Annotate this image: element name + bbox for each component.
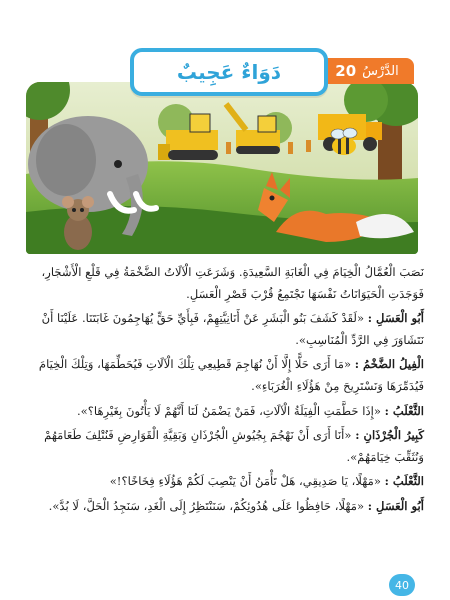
paragraph-text: «مَهْلًا، حَافِظُوا عَلَى هُدُوئِكُمْ، سَنَنْتَظِرُ إِلَى الْغَدِ، سَنَجِدُ الْحَلَّ، لَا بُدَّ». — [48, 498, 365, 513]
speaker-name: أَبُو الْعَسَلِ : — [367, 311, 424, 326]
paragraph-text: نَصَبَ الْعُمَّالُ الْخِيَامَ فِي الْغَابَةِ السَّعِيدَةِ. وَشَرَعَتِ الْآلَاتُ الضَّخْمَةُ فِي قَلْعِ الْأَشْجَارِ، فَوَجَدَتِ الْحَيَوَانَاتُ نَفْسَهَا تَجْتَمِعُ قُرْبَ قَصْرِ الْعَسَلِ. — [41, 265, 424, 301]
title-box — [130, 48, 328, 96]
lesson-title: دَوَاءٌ عَجِيبٌ — [176, 60, 282, 84]
mouse-character — [62, 196, 94, 250]
speaker-name: كَبِيرُ الْجُرْذَانِ : — [355, 428, 424, 443]
speaker-name: الثَّعْلَبُ : — [384, 403, 424, 418]
speaker-name: الثَّعْلَبُ : — [384, 474, 424, 489]
paragraph — [22, 471, 424, 493]
paragraph — [22, 496, 424, 518]
paragraph — [22, 308, 424, 351]
lesson-label: الدَّرْسُ — [362, 63, 399, 79]
story-illustration — [26, 82, 418, 254]
paragraph — [22, 425, 424, 468]
story-text — [22, 262, 424, 521]
paragraph-text: «لَقَدْ كَشَفَ بَنُو الْبَشَرِ عَنْ أَنَانِيَّتِهِمْ، فَبِأَيِّ حَقٍّ يُهَاجِمُونَ غَابَتَنَا. عَلَيْنَا أَنْ نَتَشَاوَرَ فِي الرَّدِّ الْمُنَاسِبِ». — [41, 311, 424, 347]
paragraph-text: «مَا أَرَى حَلًّا إِلَّا أَنْ نُهَاجِمَ قَطِيعِي تِلْكَ الْآلَاتِ فَيُحَطِّمَهَا، وَتِلْكَ الْخِيَامَ فَيُدَمِّرَهَا وَنَسْتَرِيحَ مِنْ هَؤُلَاءِ الْغُرَبَاءِ». — [38, 357, 424, 393]
page-number-badge: 40 — [389, 574, 415, 596]
paragraph-text: «إِذَا حَطَّمَتِ الْفِيَلَةُ الْآلَاتِ، فَمَنْ يَضْمَنُ لَنَا أَنَّهُمْ لَا يَأْتُونَ بِغَيْرِهَا؟». — [76, 403, 381, 418]
paragraph — [22, 354, 424, 397]
lesson-number-tab — [320, 58, 414, 84]
lesson-number: 20 — [335, 62, 357, 80]
paragraph-text: «أَنَا أَرَى أَنْ نَهْجُمَ بِجُيُوشِ الْجُرْذَانِ وَبَقِيَّةِ الْقَوَارِضِ فَنُتْلِفَ طَعَامَهُمْ وَنُثَقِّبَ خِيَامَهُمْ». — [44, 428, 424, 464]
speaker-name: أَبُو الْعَسَلِ : — [367, 498, 424, 513]
bee-character — [331, 128, 357, 155]
paragraph — [22, 401, 424, 423]
speaker-name: الْفِيلُ الضَّخْمُ : — [354, 357, 424, 372]
paragraph — [22, 262, 424, 305]
paragraph-text: «مَهْلًا، يَا صَدِيقِي، هَلْ تَأْمَنُ أَنْ يَنْصِبَ لَكُمْ هَؤُلَاءِ فِخَاخًا؟!» — [109, 474, 381, 489]
